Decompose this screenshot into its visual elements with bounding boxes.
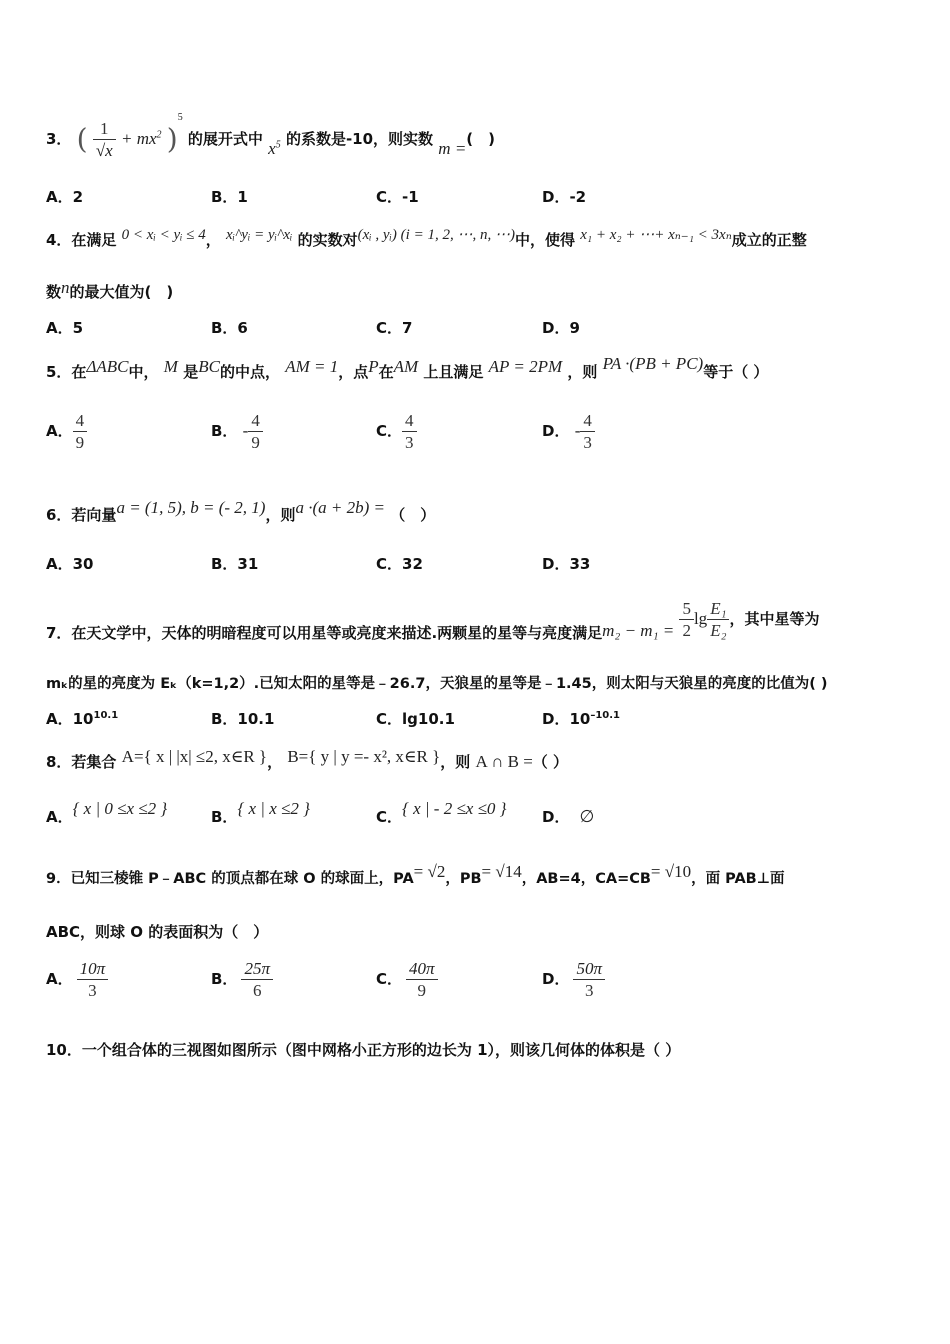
question-4: 4．在满足 0 < xᵢ < yᵢ ≤ 4， xᵢ^yᵢ = yᵢ^xᵢ 的实数对(xᵢ , yᵢ) (i = 1, 2, ⋯, n, ⋯)中，使得 x₁ + x₂ + ⋯+ xₙ₋₁ < 3xₙ成立的正整 xyxy=(46,227,807,249)
q7-text2: ，其中星等为 xyxy=(729,610,820,628)
q3-text3: ( ) xyxy=(466,130,496,148)
q5-t8: 等于（ ） xyxy=(703,363,769,381)
q6-t1: ，则 xyxy=(265,506,296,524)
question-5 xyxy=(46,354,769,382)
q6-expr: a ·(a + 2b) = xyxy=(295,498,385,517)
question-8 xyxy=(46,747,569,772)
q8-number: 8．若集合 xyxy=(46,753,117,771)
q9-option-d[interactable]: D． $\frac{50\pi}{3}$ xyxy=(542,958,605,1001)
q8-expr: A ∩ B = xyxy=(475,752,533,771)
question-9 xyxy=(46,862,785,889)
q9-line1-d: ，面 PAB⊥面 xyxy=(691,871,785,887)
q9-ca: = √10 xyxy=(650,862,692,881)
q4-pair: (xᵢ , yᵢ) (i = 1, 2, ⋯, n, ⋯) xyxy=(357,227,515,243)
q9-line1-b: ，PB xyxy=(445,871,482,887)
q4-text2: 中，使得 xyxy=(514,231,575,249)
q6-t2: （ ） xyxy=(390,506,436,524)
q5-expr: PA ·(PB + PC) xyxy=(602,354,704,373)
q6-number: 6．若向量 xyxy=(46,506,117,524)
q9-option-a[interactable]: A． $\frac{10\pi}{3}$ xyxy=(46,958,108,1001)
q7-formula-lhs: m₂ − m₁ = xyxy=(602,621,675,640)
q3-number: 3． xyxy=(46,130,72,148)
q5-t4: ，点 xyxy=(338,363,369,381)
q5-option-c[interactable]: C． $\frac{4}{3}$ xyxy=(376,410,417,453)
q4-cond1: 0 < xᵢ < yᵢ ≤ 4 xyxy=(121,227,206,243)
q3-option-c[interactable]: C．-1 xyxy=(376,188,419,206)
q4-option-d[interactable]: D．9 xyxy=(542,319,580,337)
q4-number: 4．在满足 xyxy=(46,231,117,249)
q3-text1: 的展开式中 xyxy=(187,130,263,148)
q8-t1: ， xyxy=(267,753,283,771)
question-3 xyxy=(46,112,496,161)
q3-right-paren: ) xyxy=(166,122,178,156)
q7-formula-frac: $\frac{5}{2}$ xyxy=(679,598,694,641)
q7-option-d[interactable]: D．$10^{-10.1}$ xyxy=(542,710,621,728)
q5-m: M xyxy=(163,357,178,376)
q9-option-b[interactable]: B． $\frac{25\pi}{6}$ xyxy=(211,958,273,1001)
q4-line2-var: n xyxy=(61,278,70,297)
q6-option-a[interactable]: A．30 xyxy=(46,555,94,573)
q3-option-b[interactable]: B．1 xyxy=(211,188,248,206)
q8-option-d[interactable]: D． ∅ xyxy=(542,807,595,826)
q5-option-b[interactable]: B． - $\frac{4}{9}$ xyxy=(211,410,263,453)
q5-t7: ，则 xyxy=(567,363,598,381)
q8-t3: （ ） xyxy=(532,753,569,771)
q5-t5: 在 xyxy=(378,363,394,381)
q9-option-c[interactable]: C． $\frac{40\pi}{9}$ xyxy=(376,958,438,1001)
q5-bc: BC xyxy=(198,357,220,376)
q6-option-b[interactable]: B．31 xyxy=(211,555,259,573)
q4-option-b[interactable]: B．6 xyxy=(211,319,248,337)
q3-outer-exp: 5 xyxy=(177,112,183,123)
q6-vectors: a = (1, 5), b = (- 2, 1) xyxy=(116,498,266,517)
q5-t2: 是 xyxy=(183,363,199,381)
q7-formula-lg: lg xyxy=(693,609,708,628)
question-4-line2 xyxy=(46,278,174,302)
q4-inequality: x₁ + x₂ + ⋯+ xₙ₋₁ < 3xₙ xyxy=(580,227,732,243)
q9-line1-c: ，AB=4，CA=CB xyxy=(521,871,651,887)
q3-term: $x^5$ xyxy=(268,139,281,158)
q3-option-a[interactable]: A．2 xyxy=(46,188,84,206)
question-6 xyxy=(46,498,436,525)
q8-option-a[interactable]: A．{ x | 0 ≤x ≤2 } xyxy=(46,799,168,826)
q5-option-d[interactable]: D． - $\frac{4}{3}$ xyxy=(542,410,595,453)
q3-left-paren: ( xyxy=(76,122,88,156)
q7-text1: 7．在天文学中，天体的明暗程度可以用星等或亮度来描述.两颗星的星等与亮度满足 xyxy=(46,624,603,642)
q9-line1-a: 9．已知三棱锥 P﹣ABC 的顶点都在球 O 的球面上，PA xyxy=(46,871,414,887)
q7-option-c[interactable]: C．lg10.1 xyxy=(376,710,455,728)
q5-t6: 上且满足 xyxy=(423,363,484,381)
q8-option-c[interactable]: C．{ x | - 2 ≤x ≤0 } xyxy=(376,799,507,826)
q3-var: m = xyxy=(438,139,467,158)
q4-option-a[interactable]: A．5 xyxy=(46,319,84,337)
q5-number: 5．在 xyxy=(46,363,87,381)
q9-pa: = √2 xyxy=(413,862,446,881)
question-7 xyxy=(46,598,820,641)
q8-set-a: A={ x | |x| ≤2, x∈R } xyxy=(121,747,268,766)
question-7-line2: mₖ的星的亮度为 Eₖ（k=1,2）.已知太阳的星等是﹣26.7，天狼星的星等是﹣1.45，则太阳与天狼星的亮度的比值为( ) xyxy=(46,676,828,692)
q8-option-b[interactable]: B．{ x | x ≤2 } xyxy=(211,799,310,826)
q5-option-a[interactable]: A． $\frac{4}{9}$ xyxy=(46,410,87,453)
q4-line2-a: 数 xyxy=(46,283,62,301)
q5-am2: AM xyxy=(393,357,419,376)
q6-option-c[interactable]: C．32 xyxy=(376,555,423,573)
q4-cond2: xᵢ^yᵢ = yᵢ^xᵢ xyxy=(225,227,293,243)
q7-formula-efrac: $\frac{\text{E₁}}{\text{E₂}}$ xyxy=(707,598,729,641)
q7-option-a[interactable]: A．$10^{10.1}$ xyxy=(46,710,119,728)
q5-ap: AP = 2PM xyxy=(488,357,563,376)
question-10: 10．一个组合体的三视图如图所示（图中网格小正方形的边长为 1），则该几何体的体积是（ ） xyxy=(46,1041,681,1059)
q3-option-d[interactable]: D．-2 xyxy=(542,188,587,206)
q3-expr-tail: + $mx^2$ xyxy=(120,129,162,148)
q4-option-c[interactable]: C．7 xyxy=(376,319,413,337)
q5-t1: 中， xyxy=(128,363,159,381)
q5-p: P xyxy=(368,357,379,376)
q8-t2: ，则 xyxy=(440,753,471,771)
q4-line2-b: 的最大值为( ) xyxy=(69,283,174,301)
question-9-line2: ABC，则球 O 的表面积为（ ） xyxy=(46,923,269,941)
q3-fraction: $\frac{1}{√x}$ xyxy=(93,118,116,161)
q9-pb: = √14 xyxy=(481,862,522,881)
q7-option-b[interactable]: B．10.1 xyxy=(211,710,275,728)
q5-triangle: ΔABC xyxy=(86,357,129,376)
q6-option-d[interactable]: D．33 xyxy=(542,555,591,573)
q4-text3: 成立的正整 xyxy=(731,231,807,249)
q5-t3: 的中点， xyxy=(219,363,280,381)
q8-set-b: B={ y | y =- x², x∈R } xyxy=(287,747,441,766)
q5-am: AM = 1 xyxy=(285,357,339,376)
q3-text2: 的系数是-10，则实数 xyxy=(285,130,434,148)
q4-text1: 的实数对 xyxy=(297,231,358,249)
